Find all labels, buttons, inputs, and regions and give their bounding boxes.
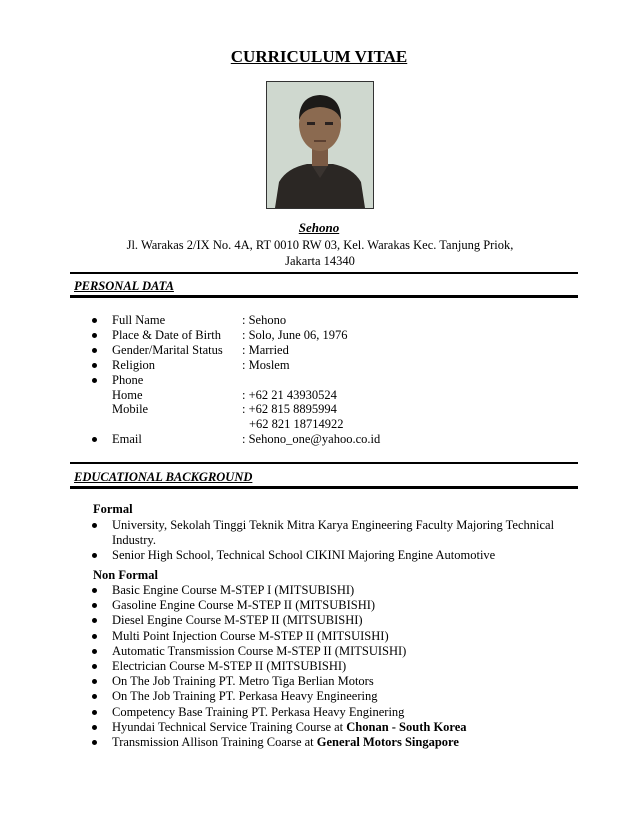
address (90, 237, 550, 269)
bullet-icon (92, 313, 98, 328)
nonformal-list (92, 583, 567, 750)
nonformal-heading: Non Formal (93, 568, 158, 582)
address-line-1: Jl. Warakas 2/IX No. 4A, RT 0010 RW 03, Kel. Warakas Kec. Tanjung Priok, (126, 238, 514, 252)
list-item: Competency Base Training PT. Perkasa Heavy Enginering (92, 705, 567, 720)
list-item: Basic Engine Course M-STEP I (MITSUBISHI) (92, 583, 567, 598)
list-item: On The Job Training PT. Perkasa Heavy Engineering (92, 689, 567, 704)
profile-photo (266, 81, 374, 209)
bullet-icon (92, 705, 98, 720)
divider (70, 486, 578, 489)
bullet-icon (92, 373, 98, 388)
bullet-icon (92, 689, 98, 704)
address-line-2: Jakarta 14340 (285, 254, 355, 268)
bullet-icon (92, 735, 98, 750)
bullet-icon (92, 629, 98, 644)
bullet-icon (92, 613, 98, 628)
list-item: University, Sekolah Tinggi Teknik Mitra Karya Engineering Faculty Majoring Technical Industry. (92, 518, 567, 548)
bullet-icon (92, 674, 98, 689)
divider (70, 462, 578, 464)
education-heading: EDUCATIONAL BACKGROUND (74, 470, 253, 484)
bullet-icon (92, 644, 98, 659)
page-title: CURRICULUM VITAE (230, 47, 408, 66)
list-item: Transmission Allison Training Coarse at General Motors Singapore (92, 735, 567, 750)
list-item: On The Job Training PT. Metro Tiga Berlian Motors (92, 674, 567, 689)
list-item: Senior High School, Technical School CIKINI Majoring Engine Automotive (92, 548, 567, 563)
list-item: Multi Point Injection Course M-STEP II (MITSUISHI) (92, 629, 567, 644)
list-item: Diesel Engine Course M-STEP II (MITSUBISHI) (92, 613, 567, 628)
bullet-icon (92, 548, 98, 563)
cv-page: CURRICULUM VITAE Sehono Jl. Warakas 2/IX No. 4A, RT 0010 RW 03, Kel. Warakas Kec. Tanjung Priok, Jakarta 14340 PERSONAL DATA Full Name : Sehono Place & Date of Birth : Solo, June 06, 1976 Gender/Marital Status : Married Religion : Moslem Phone Home : +62 21 43930524 Mobile : +62 815 8895994 +62 821 18714922 Email : Sehono_one@yahoo.co.id EDUCATIONAL BACKGROUND Formal University, Sekolah Tinggi Teknik Mitra Karya Engineering Faculty Majoring Technical Industry. Senior High School, Technical School CIKINI Majoring Engine Automotive Non Formal Basic Engine Course M-STEP I (MITSUBISHI) Gasoline Engine Course M-STEP II (MITSUBISHI) Diesel Engine Course M-STEP II (MITSUBISHI) Multi Point Injection Course M-STEP II (MITSUISHI) Automatic Transmission Course M-STEP II (MITSUISHI) Electrician Course M-STEP II (MITSUBISHI) On The Job Training PT. Metro Tiga Berlian Motors On The Job Training PT. Perkasa Heavy Engineering Competency Base Training PT. Perkasa Heavy Enginering Hyundai Technical Service Training Course at Chonan - South Korea Transmission Allison Training Coarse at General Motors Singapore (0, 0, 638, 826)
bullet-icon (92, 583, 98, 598)
bullet-icon (92, 518, 98, 533)
bullet-icon (92, 432, 98, 447)
bullet-icon (92, 358, 98, 373)
list-item: Electrician Course M-STEP II (MITSUBISHI) (92, 659, 567, 674)
bullet-icon (92, 343, 98, 358)
divider (70, 272, 578, 274)
list-item: Automatic Transmission Course M-STEP II (MITSUISHI) (92, 644, 567, 659)
bullet-icon (92, 598, 98, 613)
bullet-icon (92, 720, 98, 735)
formal-heading: Formal (93, 502, 133, 516)
list-item: Gasoline Engine Course M-STEP II (MITSUBISHI) (92, 598, 567, 613)
list-item: Hyundai Technical Service Training Course at Chonan - South Korea (92, 720, 567, 735)
bullet-icon (92, 659, 98, 674)
divider (70, 295, 578, 298)
formal-list (92, 518, 567, 564)
bullet-icon (92, 328, 98, 343)
person-name: Sehono (298, 220, 340, 235)
personal-data-heading: PERSONAL DATA (74, 279, 174, 293)
